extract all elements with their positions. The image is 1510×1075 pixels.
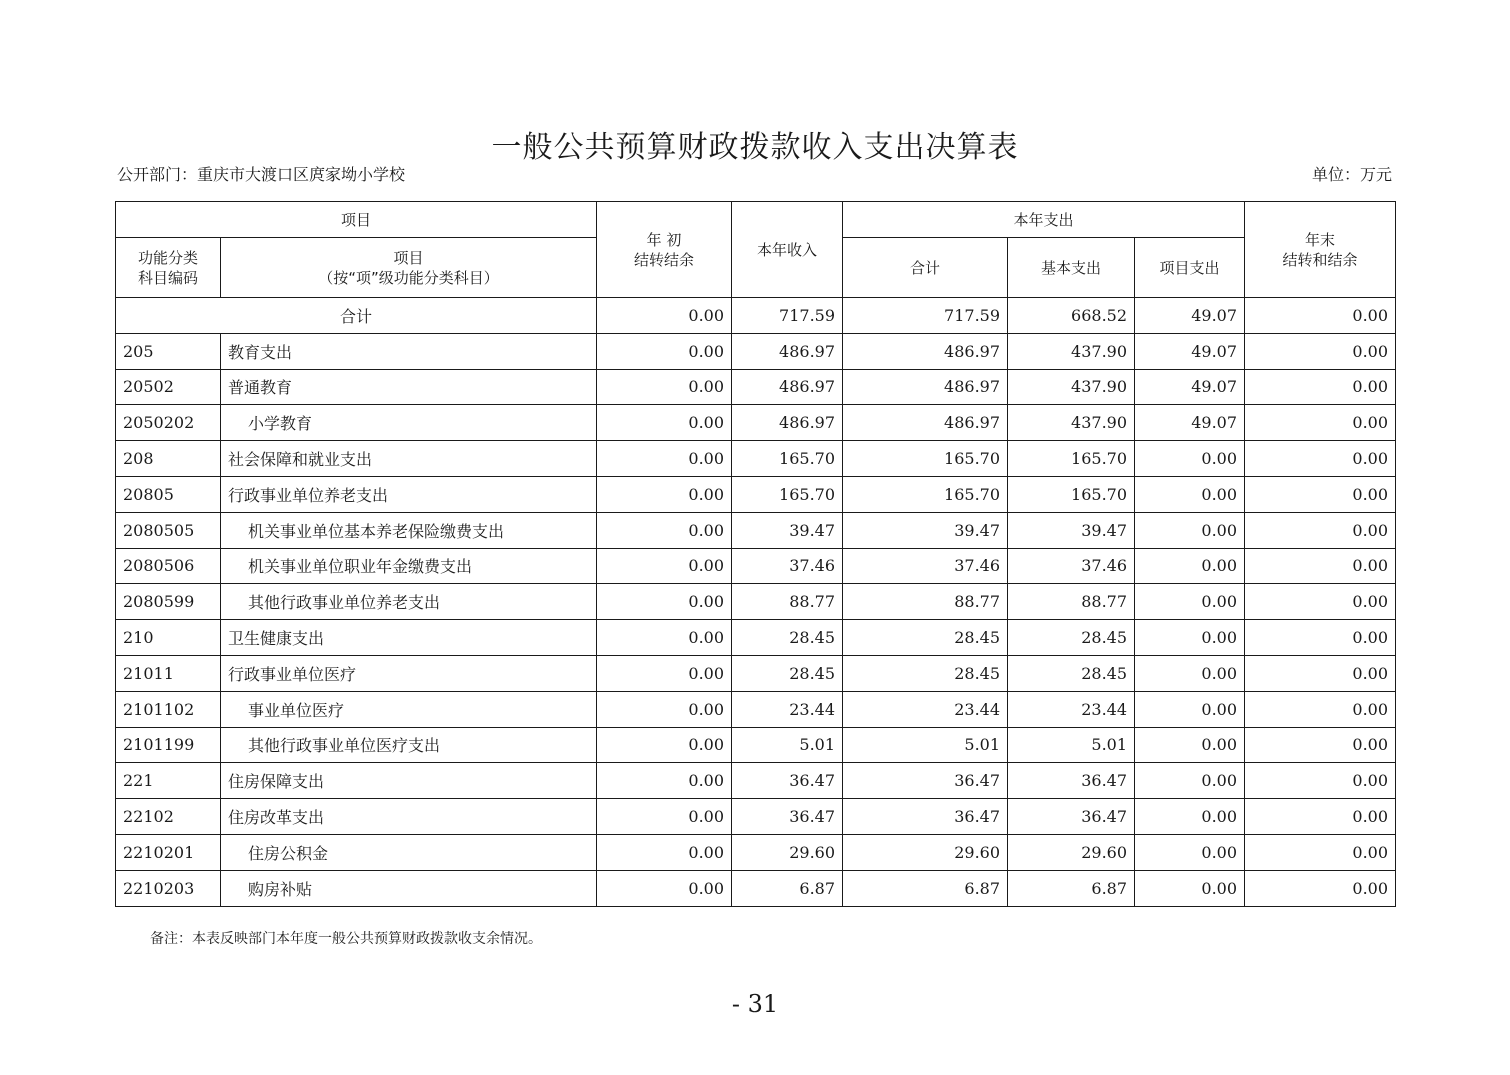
expense-total-cell: 88.77 (843, 584, 1008, 620)
table-row (116, 655, 1396, 691)
expense-total-cell: 37.46 (843, 548, 1008, 584)
total-expense-basic: 668.52 (1008, 298, 1135, 334)
income-cell: 486.97 (732, 369, 843, 405)
func-code-cell: 210 (116, 620, 221, 656)
table-row (116, 763, 1396, 799)
expense-project-cell: 0.00 (1135, 727, 1245, 763)
total-label: 合计 (116, 298, 597, 334)
expense-basic-cell: 23.44 (1008, 691, 1135, 727)
end-balance-cell: 0.00 (1245, 333, 1396, 369)
item-name-cell: 行政事业单位养老支出 (221, 476, 597, 512)
total-begin-balance: 0.00 (597, 298, 732, 334)
expense-total-cell: 28.45 (843, 655, 1008, 691)
table-row (116, 476, 1396, 512)
end-balance-cell: 0.00 (1245, 763, 1396, 799)
expense-basic-cell: 37.46 (1008, 548, 1135, 584)
income-cell: 36.47 (732, 799, 843, 835)
func-code-cell: 22102 (116, 799, 221, 835)
item-name-cell: 住房公积金 (221, 834, 597, 870)
expense-total-cell: 29.60 (843, 834, 1008, 870)
expense-total-cell: 39.47 (843, 512, 1008, 548)
end-balance-cell: 0.00 (1245, 441, 1396, 477)
expense-project-cell: 0.00 (1135, 691, 1245, 727)
footnote: 备注：本表反映部门本年度一般公共预算财政拨款收支余情况。 (150, 931, 542, 947)
income-cell: 39.47 (732, 512, 843, 548)
expense-project-cell: 0.00 (1135, 584, 1245, 620)
income-cell: 37.46 (732, 548, 843, 584)
end-balance-cell: 0.00 (1245, 870, 1396, 906)
expense-project-cell: 0.00 (1135, 441, 1245, 477)
func-code-cell: 221 (116, 763, 221, 799)
func-code-cell: 20502 (116, 369, 221, 405)
end-balance-cell: 0.00 (1245, 655, 1396, 691)
expense-total-cell: 165.70 (843, 476, 1008, 512)
begin-balance-cell: 0.00 (597, 405, 732, 441)
begin-balance-cell: 0.00 (597, 333, 732, 369)
expense-total-cell: 486.97 (843, 369, 1008, 405)
total-income: 717.59 (732, 298, 843, 334)
expense-basic-cell: 29.60 (1008, 834, 1135, 870)
item-name-cell: 教育支出 (221, 333, 597, 369)
income-cell: 486.97 (732, 333, 843, 369)
func-code-header: 功能分类 科目编码 (116, 238, 221, 298)
func-code-cell: 2210203 (116, 870, 221, 906)
table-row (116, 691, 1396, 727)
expense-basic-cell: 165.70 (1008, 476, 1135, 512)
item-name-cell: 社会保障和就业支出 (221, 441, 597, 477)
item-name-cell: 事业单位医疗 (221, 691, 597, 727)
expense-project-cell: 0.00 (1135, 799, 1245, 835)
begin-balance-cell: 0.00 (597, 512, 732, 548)
func-code-cell: 208 (116, 441, 221, 477)
table-row (116, 512, 1396, 548)
unit-label: 单位：万元 (1311, 165, 1392, 184)
income-cell: 5.01 (732, 727, 843, 763)
expense-project-cell: 0.00 (1135, 476, 1245, 512)
expense-total-cell: 165.70 (843, 441, 1008, 477)
expense-basic-cell: 36.47 (1008, 799, 1135, 835)
expense-basic-cell: 28.45 (1008, 655, 1135, 691)
end-balance-cell: 0.00 (1245, 620, 1396, 656)
item-name-cell: 机关事业单位职业年金缴费支出 (221, 548, 597, 584)
item-name-cell: 住房保障支出 (221, 763, 597, 799)
item-header: 项目 （按“项”级功能分类科目） (221, 238, 597, 298)
expense-total-cell: 6.87 (843, 870, 1008, 906)
expense-project-cell: 0.00 (1135, 548, 1245, 584)
func-code-cell: 2101102 (116, 691, 221, 727)
end-balance-cell: 0.00 (1245, 799, 1396, 835)
expense-basic-cell: 437.90 (1008, 369, 1135, 405)
begin-balance-cell: 0.00 (597, 369, 732, 405)
expense-basic-cell: 437.90 (1008, 333, 1135, 369)
table-row (116, 870, 1396, 906)
total-expense-total: 717.59 (843, 298, 1008, 334)
expense-basic-cell: 437.90 (1008, 405, 1135, 441)
item-name-cell: 卫生健康支出 (221, 620, 597, 656)
item-name-cell: 普通教育 (221, 369, 597, 405)
table-row (116, 548, 1396, 584)
begin-balance-cell: 0.00 (597, 476, 732, 512)
begin-balance-cell: 0.00 (597, 441, 732, 477)
expense-total-cell: 486.97 (843, 405, 1008, 441)
func-code-cell: 205 (116, 333, 221, 369)
expense-total-header: 合计 (843, 238, 1008, 298)
expense-total-cell: 5.01 (843, 727, 1008, 763)
func-code-cell: 2101199 (116, 727, 221, 763)
expense-basic-cell: 6.87 (1008, 870, 1135, 906)
expense-project-cell: 49.07 (1135, 369, 1245, 405)
budget-table (115, 201, 1396, 907)
func-code-cell: 2080506 (116, 548, 221, 584)
begin-balance-cell: 0.00 (597, 727, 732, 763)
table-row (116, 620, 1396, 656)
expense-header: 本年支出 (843, 202, 1245, 238)
income-cell: 486.97 (732, 405, 843, 441)
begin-balance-cell: 0.00 (597, 691, 732, 727)
begin-balance-cell: 0.00 (597, 799, 732, 835)
expense-total-cell: 36.47 (843, 763, 1008, 799)
begin-balance-cell: 0.00 (597, 655, 732, 691)
total-expense-project: 49.07 (1135, 298, 1245, 334)
expense-total-cell: 23.44 (843, 691, 1008, 727)
item-name-cell: 机关事业单位基本养老保险缴费支出 (221, 512, 597, 548)
end-balance-cell: 0.00 (1245, 691, 1396, 727)
item-name-cell: 其他行政事业单位养老支出 (221, 584, 597, 620)
func-code-cell: 2210201 (116, 834, 221, 870)
item-name-cell: 其他行政事业单位医疗支出 (221, 727, 597, 763)
table-row (116, 834, 1396, 870)
begin-balance-cell: 0.00 (597, 584, 732, 620)
income-cell: 165.70 (732, 476, 843, 512)
page-title: 一般公共预算财政拨款收入支出决算表 (491, 130, 1019, 165)
end-balance-cell: 0.00 (1245, 476, 1396, 512)
expense-basic-cell: 5.01 (1008, 727, 1135, 763)
item-name-cell: 住房改革支出 (221, 799, 597, 835)
expense-project-cell: 49.07 (1135, 405, 1245, 441)
func-code-cell: 2050202 (116, 405, 221, 441)
expense-total-cell: 486.97 (843, 333, 1008, 369)
begin-balance-cell: 0.00 (597, 763, 732, 799)
begin-balance-cell: 0.00 (597, 870, 732, 906)
item-name-cell: 小学教育 (221, 405, 597, 441)
income-cell: 6.87 (732, 870, 843, 906)
expense-basic-cell: 88.77 (1008, 584, 1135, 620)
expense-basic-header: 基本支出 (1008, 238, 1135, 298)
begin-balance-header: 年 初 结转结余 (597, 202, 732, 298)
end-balance-cell: 0.00 (1245, 512, 1396, 548)
income-cell: 36.47 (732, 763, 843, 799)
table-row (116, 369, 1396, 405)
income-cell: 165.70 (732, 441, 843, 477)
expense-project-cell: 0.00 (1135, 655, 1245, 691)
table-row (116, 727, 1396, 763)
table-row (116, 333, 1396, 369)
func-code-cell: 2080599 (116, 584, 221, 620)
begin-balance-cell: 0.00 (597, 834, 732, 870)
total-end-balance: 0.00 (1245, 298, 1396, 334)
expense-project-cell: 0.00 (1135, 870, 1245, 906)
begin-balance-cell: 0.00 (597, 548, 732, 584)
end-balance-cell: 0.00 (1245, 405, 1396, 441)
end-balance-cell: 0.00 (1245, 584, 1396, 620)
expense-project-cell: 0.00 (1135, 763, 1245, 799)
func-code-cell: 2080505 (116, 512, 221, 548)
table-row (116, 799, 1396, 835)
table-row (116, 441, 1396, 477)
end-balance-cell: 0.00 (1245, 548, 1396, 584)
income-cell: 28.45 (732, 620, 843, 656)
total-row (116, 298, 1396, 334)
end-balance-cell: 0.00 (1245, 727, 1396, 763)
table-row (116, 405, 1396, 441)
expense-basic-cell: 39.47 (1008, 512, 1135, 548)
begin-balance-cell: 0.00 (597, 620, 732, 656)
expense-basic-cell: 36.47 (1008, 763, 1135, 799)
expense-project-cell: 0.00 (1135, 620, 1245, 656)
item-name-cell: 行政事业单位医疗 (221, 655, 597, 691)
func-code-cell: 20805 (116, 476, 221, 512)
expense-project-cell: 0.00 (1135, 834, 1245, 870)
department-label: 公开部门：重庆市大渡口区庹家坳小学校 (117, 165, 406, 184)
project-header: 项目 (116, 202, 597, 238)
expense-project-header: 项目支出 (1135, 238, 1245, 298)
expense-basic-cell: 165.70 (1008, 441, 1135, 477)
expense-basic-cell: 28.45 (1008, 620, 1135, 656)
item-name-cell: 购房补贴 (221, 870, 597, 906)
end-balance-cell: 0.00 (1245, 834, 1396, 870)
expense-total-cell: 36.47 (843, 799, 1008, 835)
expense-project-cell: 0.00 (1135, 512, 1245, 548)
expense-project-cell: 49.07 (1135, 333, 1245, 369)
income-cell: 29.60 (732, 834, 843, 870)
end-balance-cell: 0.00 (1245, 369, 1396, 405)
end-balance-header: 年末 结转和结余 (1245, 202, 1396, 298)
func-code-cell: 21011 (116, 655, 221, 691)
income-cell: 88.77 (732, 584, 843, 620)
income-cell: 23.44 (732, 691, 843, 727)
income-header: 本年收入 (732, 202, 843, 298)
table-row (116, 584, 1396, 620)
expense-total-cell: 28.45 (843, 620, 1008, 656)
page-number: - 31 (731, 990, 779, 1018)
income-cell: 28.45 (732, 655, 843, 691)
